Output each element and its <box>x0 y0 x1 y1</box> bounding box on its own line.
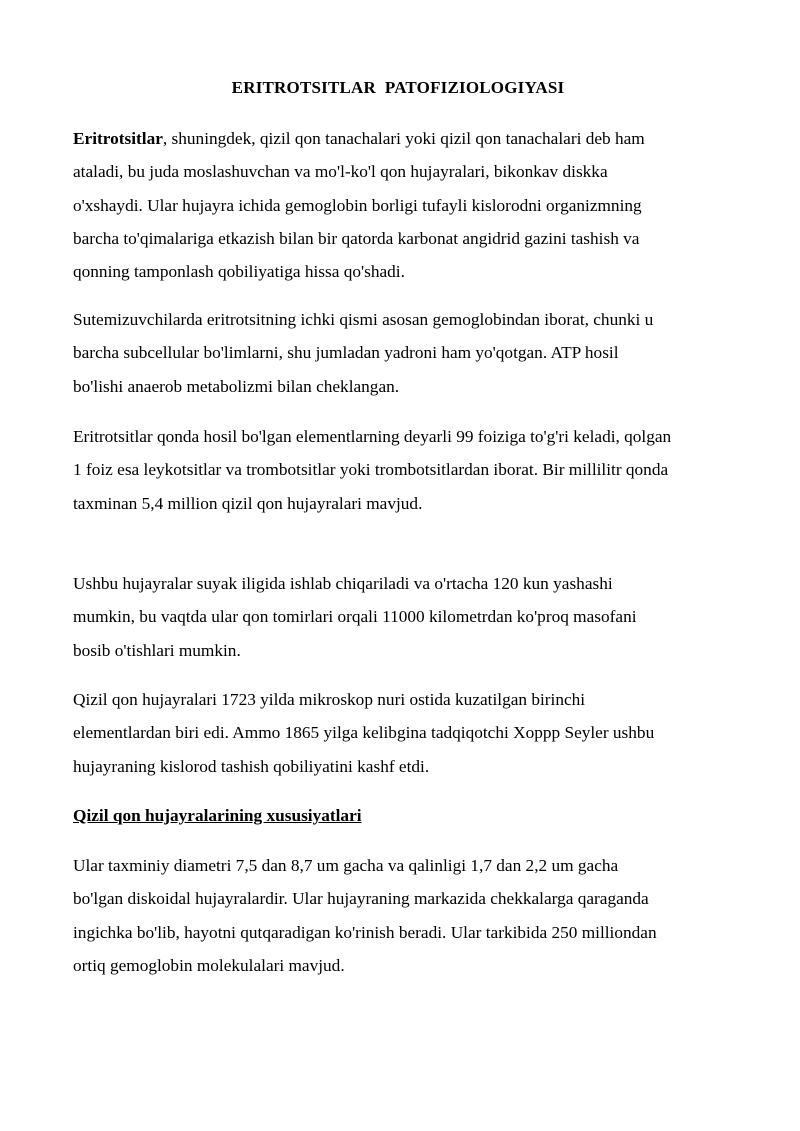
text-line: taxminan 5,4 million qizil qon hujayralari mavjud. <box>73 493 423 513</box>
document-title: ERITROTSITLAR PATOFIZIOLOGIYASI <box>231 78 565 97</box>
text-line: bo'lgan diskoidal hujayralardir. Ular hujayraning markazida chekkalarga qaraganda <box>73 889 649 909</box>
text-line: bo'lishi anaerob metabolizmi bilan cheklangan. <box>73 376 400 396</box>
text-line: barcha subcellular bo'limlarni, shu jumladan yadroni ham yo'qotgan. ATP hosil <box>73 343 619 363</box>
paragraph-composition <box>73 420 733 520</box>
lead-term: Eritrotsitlar <box>73 129 163 148</box>
text-line: Ushbu hujayralar suyak iligida ishlab chiqariladi va o'rtacha 120 kun yashashi <box>73 574 613 593</box>
text-line: mumkin, bu vaqtda ular qon tomirlari orqali 11000 kilometrdan ko'proq masofani <box>73 607 637 627</box>
paragraph-definition <box>73 122 733 288</box>
text-line: hujayraning kislorod tashish qobiliyatini kashf etdi. <box>73 756 430 776</box>
text-line: Eritrotsitlar qonda hosil bo'lgan elementlarning deyarli 99 foiziga to'g'ri keladi, qolgan <box>73 427 672 446</box>
text-line <box>73 122 733 155</box>
text-line: Ular taxminiy diametri 7,5 dan 8,7 um gacha va qalinligi 1,7 dan 2,2 um gacha <box>73 856 619 875</box>
text-line: ingichka bo'lib, hayotni qutqaradigan ko'rinish beradi. Ular tarkibida 250 milliondan <box>73 922 657 942</box>
paragraph-mammals <box>73 303 733 403</box>
text-line: elementlardan biri edi. Ammo 1865 yilga kelibgina tadqiqotchi Xoppp Seyler ushbu <box>73 723 655 743</box>
paragraph-properties <box>73 849 733 982</box>
text-line: ortiq gemoglobin molekulalari mavjud. <box>73 955 345 975</box>
text-line: Sutemizuvchilarda eritrotsitning ichki qismi asosan gemoglobindan iborat, chunki u <box>73 310 654 329</box>
paragraph-production <box>73 567 733 667</box>
text-line: o'xshaydi. Ular hujayra ichida gemoglobin borligi tufayli kislorodni organizmning <box>73 195 642 215</box>
section-subheading: Qizil qon hujayralarining xususiyatlari <box>73 806 362 825</box>
paragraph-history <box>73 683 733 783</box>
text-line: qonning tamponlash qobiliyatiga hissa qo'shadi. <box>73 262 405 282</box>
text-line: barcha to'qimalariga etkazish bilan bir qatorda karbonat angidrid gazini tashish va <box>73 228 640 248</box>
text-segment: , shuningdek, qizil qon tanachalari yoki qizil qon tanachalari deb ham <box>162 129 645 148</box>
text-line: Qizil qon hujayralari 1723 yilda mikroskop nuri ostida kuzatilgan birinchi <box>73 690 586 709</box>
text-line: 1 foiz esa leykotsitlar va trombotsitlar yoki trombotsitlardan iborat. Bir millilitr qonda <box>73 460 669 480</box>
text-line: ataladi, bu juda moslashuvchan va mo'l-ko'l qon hujayralari, bikonkav diskka <box>73 162 608 182</box>
text-line: bosib o'tishlari mumkin. <box>73 640 241 660</box>
